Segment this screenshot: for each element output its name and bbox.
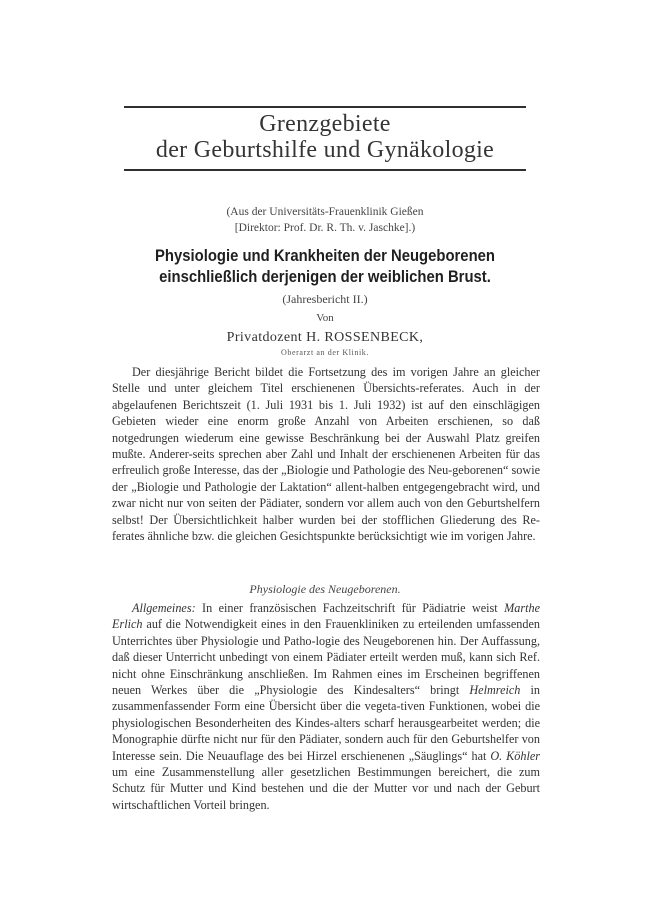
journal-title-line2: der Geburtshilfe und Gynäkologie (155, 137, 495, 163)
paragraph-lead: Allgemeines: (132, 601, 196, 615)
paragraph-text-b: auf die Notwendigkeit eines in den Frauenkliniken zu erteilenden umfassenden Unterrichtes über Physiologie und Patho-logie des Neugeborenen hin. Der Auffassung, daß dieser Unterricht unbedingt von einem Pädiater erteilt werden muß, kann sich Ref. nicht ohne Einschränkung anschließen. Im Rahmen eines im Erscheinen begriffenen neuen Werkes über die „Physiologie des Kindesalters“ bringt (112, 617, 540, 698)
header-rule-bottom (124, 169, 526, 171)
by-label: Von (316, 312, 334, 324)
paragraph-text-d: um eine Zusammenstellung aller gesetzlichen Bestimmungen bereichert, die zum Schutz für Mutter und Kind bestehen und die der Mutter vor und nach der Geburt wirtschaftlichen Vorteil bringen. (112, 765, 540, 812)
intro-paragraph: Der diesjährige Bericht bildet die Fortsetzung des im vorigen Jahre an gleicher Stelle und unter gleichem Titel erschienenen Übersichts-referates. Auch in der abgelaufenen Berichtszeit (1. Juli 1931 bis 1. Juli 1932) ist auf den einschlägigen Gebieten wieder eine enorm große Anzahl von Arbeiten erschienen, so daß notgedrungen wiederum eine gewisse Beschränkung bei der Auswahl Platz greifen mußte. Anderer-seits sprechen aber Zahl und Inhalt der erschienenen Arbeiten für das erfreulich große Interesse, das der „Biologie und Pathologie des Neu-geborenen“ sowie der „Biologie und Pathologie der Laktation“ allent-halben entgegengebracht wird, und zwar nicht nur von seiten der Pädiater, sondern vor allem auch von den Geburtshelfern selbst! Der Übersichtlichkeit halber wurden bei der stofflichen Gliederung des Re-ferates ähnliche bzw. die gleichen Gesichtspunkte berücksichtigt wie im vorigen Jahre. (112, 365, 540, 544)
paragraph-text-c: in zusammenfassender Form eine Übersicht über die vegeta-tiven Funktionen, wobei die physiologischen Besonderheiten des Kindes-alters scharf herausgearbeitet werden; die Monographie dürfte nicht nur für den Pädiater, sondern auch für den Geburtshelfer von Interesse sein. Die Neuauflage des bei Hirzel erschienenen „Säuglings“ hat (112, 683, 540, 763)
clinic-line1: (Aus der Universitäts-Frauenklinik Gießen (226, 206, 424, 218)
clinic-line2: [Direktor: Prof. Dr. R. Th. v. Jaschke].) (234, 222, 416, 234)
report-label: (Jahresbericht II.) (282, 292, 368, 306)
body-paragraph (112, 600, 540, 813)
author-position: Oberarzt an der Klinik. (281, 348, 369, 357)
header-rule-top (124, 106, 526, 108)
journal-title-line1: Grenzgebiete (259, 111, 391, 137)
author-name: Privatdozent H. ROSSENBECK, (226, 330, 424, 345)
article-title-line2: einschließlich derjenigen der weiblichen Brust. (159, 268, 491, 286)
author-ref-erlich: Marthe Erlich (112, 601, 540, 632)
author-ref-helmreich: Helmreich (469, 683, 521, 698)
paragraph-text-a: In einer französischen Fachzeitschrift für Pädiatrie weist (195, 601, 505, 615)
author-ref-koehler: O. Köhler (490, 748, 541, 763)
section-heading: Physiologie des Neugeborenen. (249, 582, 401, 596)
article-title-line1: Physiologie und Krankheiten der Neugeborenen (155, 247, 495, 265)
